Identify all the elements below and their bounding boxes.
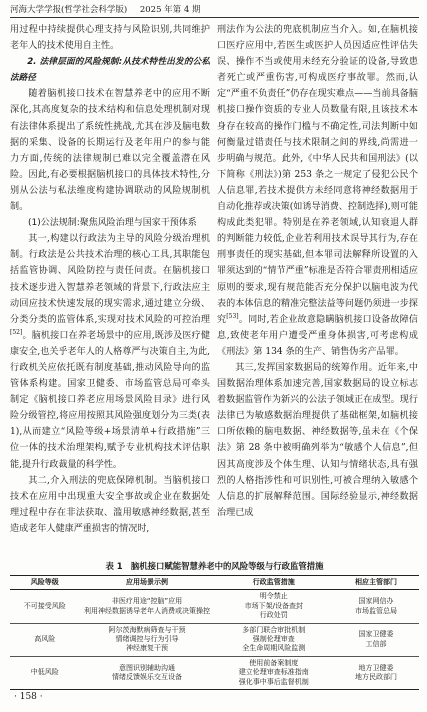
departments-line: 地方卫健委 (358, 663, 394, 672)
body-paragraph (10, 231, 210, 472)
paragraph-text: 随着脑机接口技术在智慧养老中的应用不断深化,其高度复杂的技术结构和信息处理机制对现有法律体系提出了系统性挑战,尤其在涉及脑电数据的采集、设备的长期运行及老年用户的参与能力方面,传统的法律规制已难以完全覆盖潜在风险。因此,有必要根据脑机接口的具体技术特性,分别从公法与私法维度构建协调联动的风险规制机制。 (10, 89, 210, 213)
header-risk-level: 风险等级 (10, 576, 80, 590)
measures-line: 明令禁止 (259, 592, 288, 601)
table-row (10, 590, 419, 623)
citation-ref: [53] (226, 312, 239, 320)
measures-line: 建立伦理审查标准指南 (238, 668, 309, 677)
paragraph-text: (1)公法规制:聚焦风险治理与国家干预体系 (28, 218, 197, 229)
measures-cell (214, 590, 333, 623)
examples-line: 情绪调控与行为引导 (115, 635, 179, 644)
departments-line: 市场监管总局 (355, 606, 398, 615)
risk-level-cell: 中低风险 (10, 656, 80, 689)
body-paragraph (10, 86, 210, 215)
body-text (10, 22, 210, 54)
examples-line: 神经康复干预 (126, 644, 168, 653)
measures-line: 强化事中事后监督机制 (238, 677, 309, 686)
measures-line: 强制伦理审查 (252, 635, 295, 644)
examples-line: 意图识别辅助沟通 (119, 663, 175, 672)
table-body (10, 590, 419, 690)
section-heading (10, 54, 210, 86)
departments-cell (333, 656, 419, 689)
paragraph-text: 其三,发挥国家数据局的统筹作用。近年来,中国数据治理体系加速完善,国家数据局的设立标志着数据监管作为新兴的公法子领域正在成型。现行法律已为敏感数据治理提供了基础框架,如脑机接口所依赖的脑电数据、神经数据等,虽未在《个保法》第 28 条中被明确列举为“敏感个人信息”,但因其高度涉及个体生理、认知与情绪状态,具有强烈的人格指涉性和可识别性,可被合理纳入敏感个人信息的扩展解释范围。国际经验显示,神经数据治理已成 (217, 362, 418, 518)
table-title: 表 1 脑机接口赋能智慧养老中的风险等级与行政监管措施 (105, 561, 324, 571)
header-examples: 应用场景示例 (80, 576, 215, 590)
risk-table (10, 575, 419, 690)
risk-level-cell: 不可接受风险 (10, 590, 80, 623)
right-column (217, 22, 418, 521)
departments-line: 国家卫健委 (358, 630, 394, 639)
measures-cell (214, 656, 333, 689)
issue-label: 2025 年第 4 期 (139, 5, 201, 15)
body-paragraph (217, 360, 418, 521)
header-measures: 行政监管措施 (214, 576, 333, 590)
risk-level-cell: 高风险 (10, 623, 80, 656)
table-row (10, 623, 419, 656)
measures-line: 使用前备案制度 (249, 658, 299, 667)
departments-cell (333, 623, 419, 656)
table-row (10, 656, 419, 689)
measures-line: 多部门联合审批机制 (242, 625, 306, 634)
page-number: · 158 · (14, 692, 43, 702)
left-column (10, 22, 210, 537)
paragraph-text: 刑法作为公法的兜底机制应当介入。如,在脑机接口医疗应用中,若医生或医护人员因适应性评估失误、操作不当或使用未经充分验证的设备,导致患者死亡或严重伤害,可构成医疗事故罪。然而,认定“严重不负责任”仍存在现实难点——当前具备脑机接口操作资质的专业人员数量有限,且该技术本身存在较高的操作门槛与不确定性,司法判断中如何衡量过错责任与技术限制之间的界线,尚需进一步明确与规范。此外,《中华人民共和国刑法》(以下简称《刑法》)第 253 条之一规定了侵犯公民个人信息罪,若技术提供方未经同意将神经数据用于自动化推荐或决策(如诱导消费、控制选择),则可能构成此类犯罪。特别是在养老领域,认知衰退人群的判断能力较低,企业若利用技术误导其行为,存在刑事责任的现实基础,但本罪司法解释所设置的入罪须达到的“情节严重”标准是否符合罪责刑相适应原则的要求,现有规范能否充分保护以脑电波为代表的本体信息的精准完整法益等问题仍须进一步探究 (217, 25, 418, 325)
measures-line: 行政处罚 (259, 611, 288, 620)
examples-cell (80, 656, 215, 689)
body-text (217, 22, 418, 360)
paragraph-text: 其一,构建以行政法为主导的风险分级治理机制。行政法是公共技术治理的核心工具,其职能包括监管协调、风险防控与责任问责。在脑机接口技术逐步进入智慧养老领域的背景下,行政法应主动回应技术快速发展的现实需求,通过建立分级、分类分类的监管体系,实现对技术风险的可控治理 (10, 234, 210, 325)
paragraph-text: 其二,介入刑法的兜底保障机制。当脑机接口技术在应用中出现重大安全事故或企业在数据处理过程中存在非法获取、滥用敏感神经数据,甚至造成老年人健康严重损害的情况时, (10, 475, 210, 534)
subsection-heading (10, 215, 210, 231)
table-header-row (10, 576, 419, 590)
examples-cell (80, 590, 215, 623)
departments-line: 国家网信办 (358, 597, 394, 606)
paragraph-text: 2. 法律层面的风险规制:从技术特性出发的公私法路径 (10, 57, 210, 84)
departments-line: 工信部 (365, 639, 387, 648)
body-paragraph (10, 473, 210, 537)
examples-line: 非医疗用途“控脑”应用 (111, 597, 183, 606)
departments-cell (333, 590, 419, 623)
journal-name: 河海大学学报(哲学社会科学版) (10, 5, 128, 15)
header-departments: 相应主管部门 (333, 576, 419, 590)
examples-line: 阿尔茨海默病筛查与干预 (108, 625, 186, 634)
measures-cell (214, 623, 333, 656)
examples-cell (80, 623, 215, 656)
citation-ref: [52] (10, 328, 23, 336)
paragraph-text-cont: 。同时,若企业故意隐瞒脑机接口设备故障信息,致使老年用户遭受严重身体损害,可考虑构成《刑法》第 134 条的生产、销售伪劣产品罪。 (217, 314, 418, 357)
paragraph-text-cont: 。脑机接口在养老场景中的应用,既涉及医疗健康安全,也关乎老年人的人格尊严与决策自主,为此,行政机关应依托既有制度基础,推动风险导向的监管体系构建。国家卫健委、市场监管总局可牵头制定《脑机接口养老应用场景风险目录》进行风险分级管控,将应用按照其风险强度划分为三类(表1),从而建立“风险等级+场景清单+行政措施”三位一体的技术治理架构,赋予专业机构技术评估职能,提升行政裁量的科学性。 (10, 330, 210, 470)
running-header (10, 3, 419, 18)
measures-line: 全生命周期风险监测 (242, 644, 306, 653)
measures-line: 市场下架/设备查封 (244, 601, 303, 610)
examples-line: 利用神经数据诱导老年人消费或决策操控 (84, 606, 210, 615)
examples-line: 情绪反馈娱乐交互设备 (112, 672, 182, 681)
departments-line: 地方民政部门 (355, 672, 398, 681)
paragraph-text: 用过程中持续提供心理支持与风险识别,共同维护老年人的技术使用自主性。 (10, 25, 210, 52)
